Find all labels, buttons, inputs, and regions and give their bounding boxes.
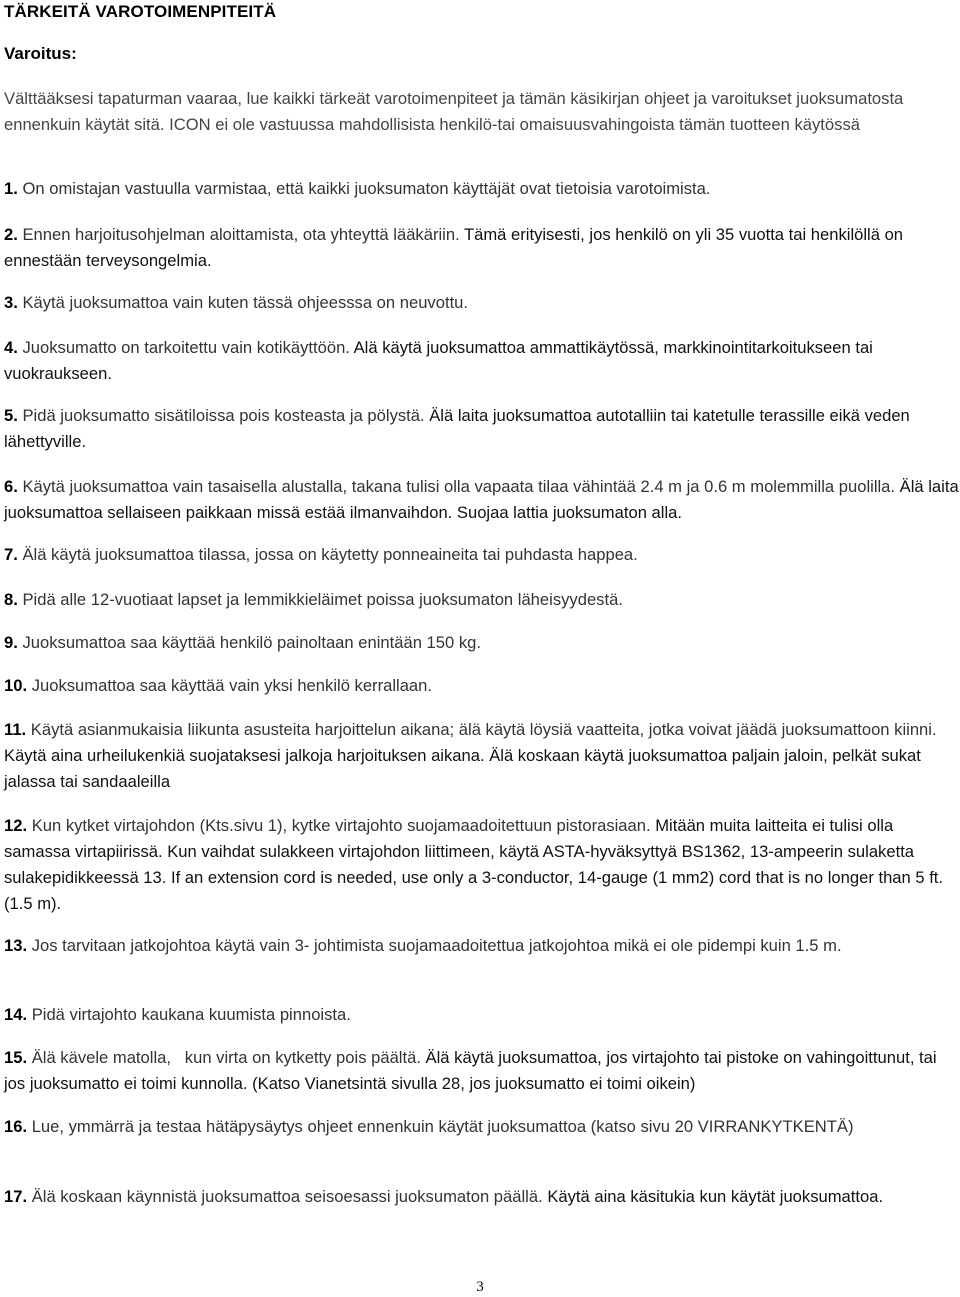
item-text: Ennen harjoitusohjelman aloittamista, ota yhteyttä lääkäriin. [22, 225, 460, 244]
item-number: 4. [4, 338, 18, 357]
item-text: Pidä virtajohto kaukana kuumista pinnoista. [31, 1005, 351, 1024]
item-number: 5. [4, 406, 18, 425]
item-text: Käytä juoksumattoa vain kuten tässä ohjeesssa on neuvottu. [22, 293, 469, 312]
item-number: 8. [4, 590, 18, 609]
item-number: 13. [4, 936, 28, 955]
precaution-item-7 [4, 542, 960, 568]
item-number: 12. [4, 816, 28, 835]
item-text: Juoksumattoa saa käyttää henkilö painoltaan enintään 150 kg. [22, 633, 481, 652]
item-number: 15. [4, 1048, 28, 1067]
item-text: On omistajan vastuulla varmistaa, että kaikki juoksumaton käyttäjät ovat tietoisia varotoimista. [22, 179, 711, 198]
item-number: 10. [4, 676, 28, 695]
item-text: Pidä alle 12-vuotiaat lapset ja lemmikkieläimet poissa juoksumaton läheisyydestä. [22, 590, 623, 609]
item-number: 7. [4, 545, 18, 564]
item-number: 1. [4, 179, 18, 198]
item-text: Juoksumattoa saa käyttää vain yksi henkilö kerrallaan. [31, 676, 433, 695]
item-text: Jos tarvitaan jatkojohtoa käytä vain 3- johtimista suojamaadoitettua jatkojohtoa mikä ei ole pidempi kuin 1.5 m. [31, 936, 842, 955]
precaution-item-13 [4, 933, 960, 959]
precaution-item-8 [4, 587, 960, 613]
warning-heading: Varoitus: [4, 44, 77, 63]
item-text-continued: Tämä erityisesti, jos henkilö on yli 35 vuotta tai henkilöllä on ennestään terveysongelmia. [4, 225, 904, 270]
item-number: 6. [4, 477, 18, 496]
item-number: 14. [4, 1005, 28, 1024]
item-text-continued: Mitään muita laitteita ei tulisi olla samassa virtapiirissä. Kun vaihdat sulakkeen virtajohdon liittimeen, käytä ASTA-hyväksyttyä BS1362, 13-ampeerin sulaketta sulakepidikkeessä 13. If an extension cord is needed, use only a 3-conductor, 14-gauge (1 mm2) cord that is no longer than 5 ft. (1.5 m). [4, 816, 944, 913]
precaution-item-11 [4, 717, 960, 795]
precaution-item-17 [4, 1184, 960, 1210]
item-number: 11. [4, 720, 27, 739]
precaution-item-9 [4, 630, 960, 656]
item-text-continued: Älä laita juoksumattoa sellaiseen paikkaan missä estää ilmanvaihdon. Suojaa lattia juoksumaton alla. [4, 477, 959, 522]
item-number: 2. [4, 225, 18, 244]
item-text: Älä kävele matolla, kun virta on kytketty pois päältä. [31, 1048, 421, 1067]
item-text-continued: Älä käytä juoksumattoa, jos virtajohto tai pistoke on vahingoittunut, tai jos juoksumatto ei toimi kunnolla. (Katso Vianetsintä sivulla 28, jos juoksumatto ei toimi oikein) [4, 1048, 937, 1093]
item-number: 17. [4, 1187, 28, 1206]
precaution-item-15 [4, 1045, 960, 1097]
intro-paragraph: Välttääksesi tapaturman vaaraa, lue kaikki tärkeät varotoimenpiteet ja tämän käsikirjan ohjeet ja varoitukset juoksumatosta ennenkuin käytät sitä. ICON ei ole vastuussa mahdollisista henkilö-tai omaisuusvahingoista tämän tuotteen käytössä [4, 89, 904, 134]
item-number: 3. [4, 293, 18, 312]
item-text: Älä koskaan käynnistä juoksumattoa seisoesassi juoksumaton päällä. [31, 1187, 543, 1206]
item-text: Kun kytket virtajohdon (Kts.sivu 1), kytke virtajohto suojamaadoitettuun pistorasiaan. [31, 816, 651, 835]
item-text: Käytä juoksumattoa vain tasaisella alustalla, takana tulisi olla vapaata tilaa vähintää 2.4 m ja 0.6 m molemmilla puolilla. [22, 477, 896, 496]
precaution-item-6 [4, 474, 960, 526]
precaution-item-3 [4, 290, 960, 316]
item-text: Pidä juoksumatto sisätiloissa pois kosteasta ja pölystä. [22, 406, 425, 425]
item-text-continued: Käytä aina käsitukia kun käytät juoksumattoa. [542, 1187, 884, 1206]
page-number: 3 [476, 1279, 484, 1295]
item-text-continued: Alä käytä juoksumattoa ammattikäytössä, markkinointitarkoitukseen tai vuokraukseen. [4, 338, 873, 383]
item-text: Juoksumatto on tarkoitettu vain kotikäyttöön. [22, 338, 350, 357]
precaution-item-5 [4, 403, 960, 455]
item-text-continued: Käytä aina urheilukenkiä suojataksesi jalkoja harjoituksen aikana. Älä koskaan käytä juoksumattoa paljain jaloin, pelkät sukat jalassa tai sandaaleilla [4, 746, 921, 791]
item-number: 9. [4, 633, 18, 652]
item-text-continued: Älä laita juoksumattoa autotalliin tai katetulle terassille eikä veden lähettyville. [4, 406, 910, 451]
precaution-item-14 [4, 1002, 960, 1028]
item-text: Älä käytä juoksumattoa tilassa, jossa on käytetty ponneaineita tai puhdasta happea. [22, 545, 638, 564]
item-text: Käytä asianmukaisia liikunta asusteita harjoittelun aikana; älä käytä löysiä vaatteita, jotka voivat jäädä juoksumattoon kiinni. [30, 720, 937, 739]
precaution-item-12 [4, 813, 960, 917]
precaution-item-16 [4, 1114, 960, 1140]
item-number: 16. [4, 1117, 28, 1136]
precaution-item-4 [4, 335, 960, 387]
precaution-item-2 [4, 222, 960, 274]
precaution-item-1 [4, 176, 960, 202]
item-text: Lue, ymmärrä ja testaa hätäpysäytys ohjeet ennenkuin käytät juoksumattoa (katso sivu 20 VIRRANKYTKENTÄ) [31, 1117, 854, 1136]
page-title: TÄRKEITÄ VAROTOIMENPITEITÄ [4, 2, 277, 21]
precaution-item-10 [4, 673, 960, 699]
